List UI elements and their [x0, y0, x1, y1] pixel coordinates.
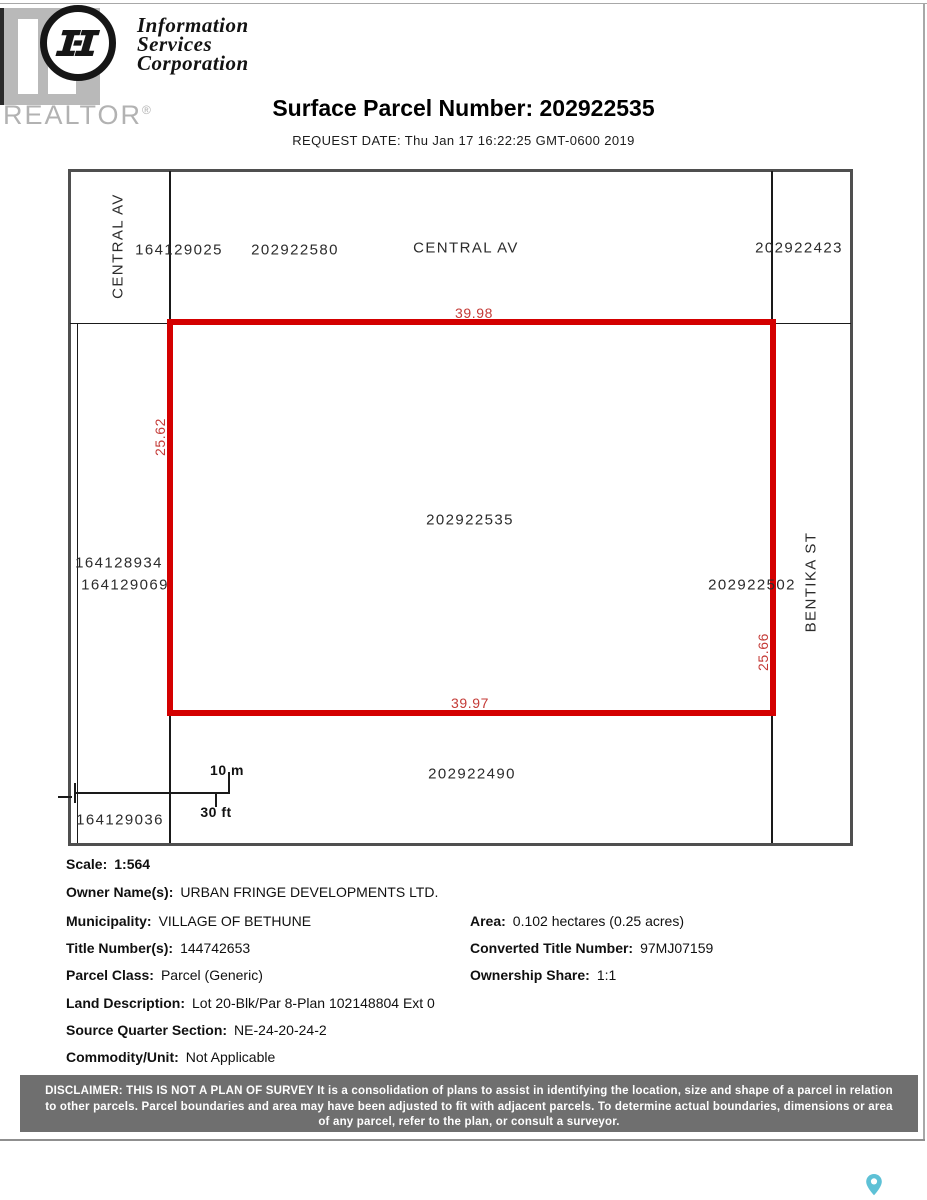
- parcel-boundary-line-left: [77, 324, 78, 843]
- detail-value: 0.102 hectares (0.25 acres): [512, 913, 685, 929]
- isc-logo-icon: [40, 5, 116, 81]
- dimension-right: 25.66: [755, 632, 771, 672]
- dimension-bottom: 39.97: [450, 695, 490, 711]
- parcel-boundary-line-south-of-central-west: [70, 323, 170, 324]
- parcel-label: 164128934: [75, 554, 163, 572]
- detail-value: 1:1: [596, 967, 617, 983]
- realtor-wordmark: REALTOR®: [3, 100, 153, 130]
- detail-row-commodity: [66, 1049, 275, 1065]
- parcel-label-highlighted: 202922535: [426, 511, 514, 529]
- page-right-border: [923, 3, 925, 1140]
- isc-company-name: [137, 13, 249, 75]
- detail-value: Parcel (Generic): [160, 967, 263, 983]
- detail-label: Parcel Class:: [66, 967, 154, 983]
- dimension-left: 25.62: [152, 417, 168, 457]
- detail-label: Title Number(s):: [66, 940, 174, 956]
- detail-value: 144742653: [180, 940, 251, 956]
- detail-value: Lot 20-Blk/Par 8-Plan 102148804 Ext 0: [192, 995, 435, 1011]
- isc-name-line: Information: [137, 13, 249, 37]
- detail-label: Municipality:: [66, 913, 152, 929]
- detail-row-converted-title: [470, 940, 713, 956]
- isc-logo-monogram-icon: [52, 24, 104, 62]
- disclaimer-banner: DISCLAIMER: THIS IS NOT A PLAN OF SURVEY It is a consolidation of plans to assist in identifying the location, size and shape of a parcel in relation to other parcels. Parcel boundaries and area may have been adjusted to fit with adjacent parcels. To determine actual boundaries, dimensions or area of any parcel, refer to the plan, or consult a surveyor.: [20, 1075, 918, 1132]
- detail-row-ownership-share: [470, 967, 616, 983]
- map-pin-icon[interactable]: [863, 1172, 885, 1200]
- scale-bar-line: [74, 792, 230, 794]
- detail-row-source-quarter: [66, 1022, 327, 1038]
- detail-label: Converted Title Number:: [470, 940, 634, 956]
- detail-label: Source Quarter Section:: [66, 1022, 228, 1038]
- detail-value: VILLAGE OF BETHUNE: [158, 913, 312, 929]
- dimension-top: 39.98: [454, 305, 494, 321]
- scale-bar-metric-label: 10 m: [210, 762, 244, 778]
- registered-mark: ®: [142, 103, 153, 117]
- parcel-label: 202922502: [708, 576, 796, 594]
- detail-label: Scale:: [66, 856, 108, 872]
- detail-label: Land Description:: [66, 995, 186, 1011]
- scale-bar-left-tick: [74, 783, 76, 803]
- detail-row-municipality: [66, 913, 311, 929]
- detail-value: 97MJ07159: [640, 940, 714, 956]
- street-label-bentika-st: BENTIKA ST: [802, 531, 820, 633]
- parcel-label: 164129025: [135, 241, 223, 259]
- page-bottom-border: [0, 1139, 925, 1141]
- detail-row-area: [470, 913, 684, 929]
- detail-label: Area:: [470, 913, 506, 929]
- detail-value: Not Applicable: [185, 1049, 276, 1065]
- street-label-central-av-west: CENTRAL AV: [109, 193, 127, 299]
- street-label-central-av: CENTRAL AV: [413, 239, 519, 257]
- parcel-label: 202922423: [755, 239, 843, 257]
- parcel-label: 202922580: [251, 241, 339, 259]
- request-date: REQUEST DATE: Thu Jan 17 16:22:25 GMT-0600 2019: [292, 133, 635, 148]
- detail-row-scale: [66, 856, 150, 872]
- isc-name-line: Corporation: [137, 51, 249, 75]
- detail-value: 1:564: [114, 856, 151, 872]
- realtor-logo-r-shape: [18, 19, 38, 94]
- page-top-border: [0, 3, 927, 4]
- detail-value: NE-24-20-24-2: [234, 1022, 327, 1038]
- detail-value: URBAN FRINGE DEVELOPMENTS LTD.: [180, 884, 439, 900]
- realtor-logo-edge: [0, 8, 4, 105]
- detail-row-owner: [66, 884, 438, 900]
- detail-row-land-description: [66, 995, 435, 1011]
- detail-label: Commodity/Unit:: [66, 1049, 179, 1065]
- scale-bar-imperial-label: 30 ft: [200, 804, 232, 820]
- parcel-boundary-line-south-of-central-east: [771, 323, 851, 324]
- detail-label: Ownership Share:: [470, 967, 590, 983]
- parcel-label: 164129036: [76, 811, 164, 829]
- detail-row-title-number: [66, 940, 250, 956]
- detail-row-parcel-class: [66, 967, 263, 983]
- map-border-tick: [58, 796, 72, 798]
- parcel-label: 164129069: [81, 576, 169, 594]
- detail-label: Owner Name(s):: [66, 884, 174, 900]
- parcel-label: 202922490: [428, 765, 516, 783]
- isc-name-line: Services: [137, 32, 213, 56]
- page-title: Surface Parcel Number: 202922535: [272, 95, 655, 121]
